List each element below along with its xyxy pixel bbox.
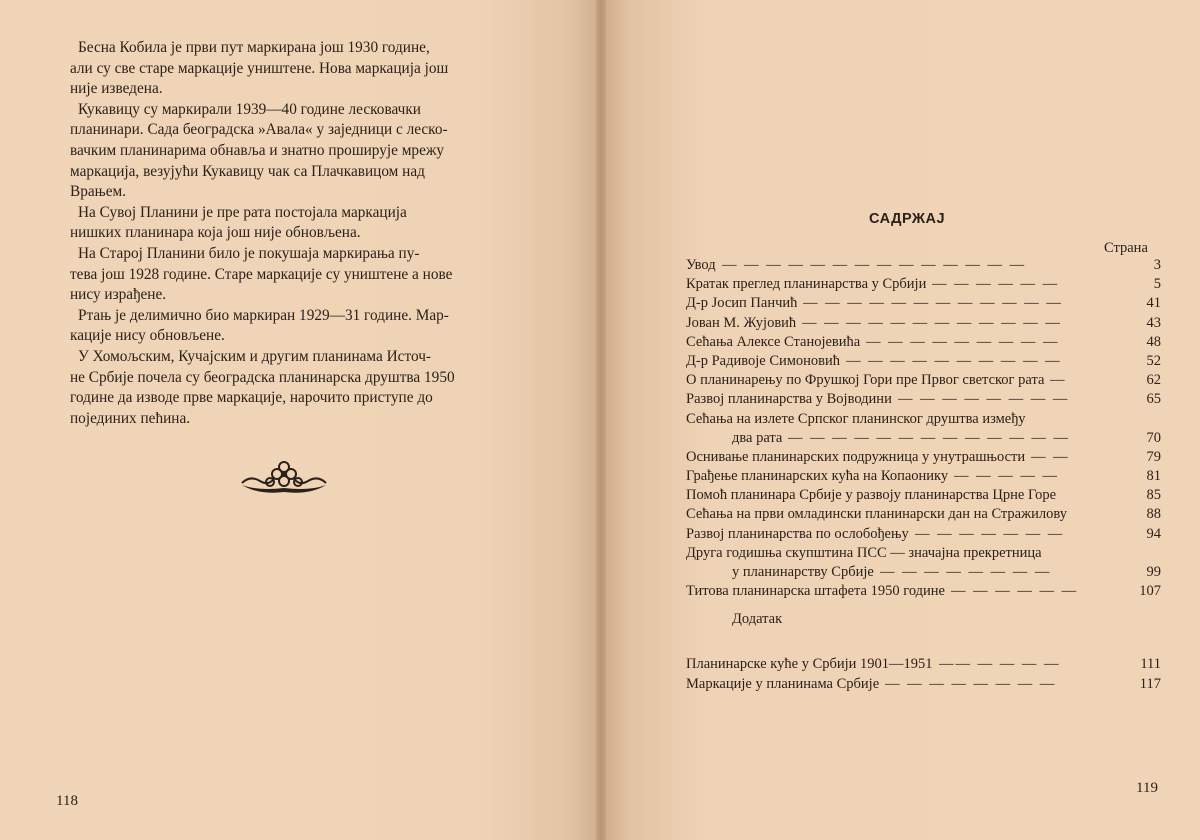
toc-entry-title: Сећања Алексе Станојевића — [686, 333, 861, 350]
toc-entry-title: Грађење планинарских кућа на Копаонику — [686, 468, 949, 485]
toc-entry — [686, 256, 1161, 275]
toc-leader-dashes: — — — — — — — — — [898, 391, 1070, 408]
toc-leader-dashes: — — — — — — — — — — — — — [803, 295, 1063, 312]
toc-entry — [686, 563, 1161, 582]
body-text-line: Бесна Кобила је први пут маркирана још 1930 године, — [78, 39, 430, 56]
toc-entry-page: 111 — [1140, 656, 1161, 673]
body-text-line: кације нису обновљене. — [70, 327, 225, 345]
toc-entry-page: 99 — [1146, 564, 1161, 580]
toc-entry-page: 79 — [1146, 448, 1161, 465]
toc-entry-title: Сећања на излете Српског планинског друштва између — [686, 410, 1026, 427]
toc-entry-page: 62 — [1146, 372, 1161, 389]
toc-entry — [686, 352, 1161, 371]
toc-entry-page: 70 — [1146, 429, 1161, 446]
toc-leader-dashes: — — — [1031, 448, 1070, 465]
toc-leader-dashes: — — — — — — — — — — — — — [802, 314, 1062, 331]
toc-entry — [686, 390, 1161, 409]
body-text-line: тева још 1928 године. Старе маркације су уништене а нове — [70, 265, 453, 283]
toc-leader-dashes: — — [1050, 372, 1067, 389]
body-text-line: појединих пећина. — [70, 409, 191, 427]
body-text-line: планинари. Сада београдска »Авала« у заједници с леско- — [70, 121, 448, 139]
body-text-line: није изведена. — [70, 80, 163, 98]
body-text-line: У Хомољским, Кучајским и другим планинама Источ- — [78, 347, 431, 365]
toc-entry — [686, 525, 1161, 544]
toc-entry-page: 94 — [1146, 525, 1161, 542]
right-page-number: 119 — [1136, 780, 1158, 796]
toc-appendix-heading: Додатак — [732, 611, 783, 628]
toc-entry — [686, 655, 1161, 674]
decorative-scroll-ornament-icon — [238, 455, 330, 495]
toc-entry-page: 41 — [1146, 295, 1161, 312]
toc-entry-title: Планинарске куће у Србији 1901—1951 — [686, 656, 933, 673]
toc-entry-page: 117 — [1139, 675, 1161, 692]
toc-entry — [686, 429, 1161, 448]
toc-entry-title: Титова планинарска штафета 1950 године — [686, 583, 945, 600]
toc-entry-page: 52 — [1146, 352, 1161, 369]
toc-entry-page: 43 — [1146, 314, 1161, 331]
body-text-line: нишких планинара која још није обновљена. — [70, 224, 361, 242]
toc-entry — [686, 294, 1161, 313]
toc-entry — [686, 410, 1161, 429]
toc-entry — [686, 582, 1161, 601]
toc-spacer — [686, 645, 1161, 655]
body-text-line: не Србије почела су београдска планинарска друштва 1950 — [70, 368, 455, 386]
toc-title: САДРЖАЈ — [869, 211, 946, 227]
body-text-line: На Старој Планини било је покушаја маркирања пу- — [78, 244, 420, 262]
toc-entry — [686, 371, 1161, 390]
toc-entry-title: Развој планинарства у Војводини — [686, 391, 892, 408]
toc-entry-title: Друга годишња скупштина ПСС — значајна прекретница — [686, 544, 1042, 561]
toc-entry — [686, 505, 1161, 524]
toc-leader-dashes: — — — — — — — — [915, 525, 1065, 542]
toc-entry-page: 85 — [1146, 487, 1161, 504]
toc-entry — [686, 314, 1161, 333]
toc-leader-dashes: — — — — — — — [951, 583, 1079, 600]
body-text-line: вачким планинарима обнавља и знатно проширује мрежу — [70, 141, 445, 159]
toc-entry-title: Кратак преглед планинарства у Србији — [686, 276, 927, 293]
body-text-line: нису израђене. — [70, 286, 167, 304]
toc-leader-dashes: — — — — — — — — — [880, 564, 1052, 580]
toc-entry-page: 81 — [1146, 468, 1161, 485]
toc-entry-page: 107 — [1139, 583, 1161, 600]
toc-appendix-heading-row — [686, 601, 1161, 645]
toc-entry-title: Сећања на први омладински планинарски дан на Стражилову — [686, 506, 1067, 523]
body-text-line: али су све старе маркације уништене. Нова маркација још — [70, 59, 449, 77]
toc-entry — [686, 333, 1161, 352]
toc-leader-dashes: — — — — — — [954, 468, 1059, 485]
left-page-number: 118 — [56, 793, 78, 809]
toc-leader-dashes: — — — — — — — — — — [866, 333, 1060, 350]
toc-entry-page: 88 — [1146, 506, 1161, 523]
toc-entry-title: Помоћ планинара Србије у развоју планинарства Црне Горе — [686, 487, 1057, 504]
toc-entry-title: два рата — [732, 429, 783, 446]
toc-entry-title: Д-р Радивоје Симоновић — [686, 352, 841, 369]
toc-leader-dashes: — — — — — — — — — — — [846, 352, 1062, 369]
body-text-line: Врањем. — [70, 183, 126, 201]
toc-entry — [686, 275, 1161, 294]
body-text-line: На Сувој Планини је пре рата постојала маркација — [78, 203, 407, 221]
toc-entry-title: Развој планинарства по ослобођењу — [686, 525, 909, 542]
book-gutter — [596, 0, 606, 840]
toc-entry-title: Маркације у планинама Србије — [686, 675, 880, 692]
toc-entry — [686, 448, 1161, 467]
toc-entry-page: 65 — [1146, 391, 1161, 408]
toc-entry-page: 3 — [1153, 257, 1161, 273]
table-of-contents — [686, 256, 1161, 694]
left-page-body-text — [70, 38, 518, 429]
toc-leader-dashes: —— — — — — — [939, 656, 1061, 673]
toc-entry — [686, 486, 1161, 505]
toc-entry-title: О планинарењу по Фрушкој Гори пре Првог светског рата — [686, 372, 1045, 389]
toc-leader-dashes: — — — — — — — [932, 276, 1060, 293]
toc-entry — [686, 467, 1161, 486]
body-text-line: маркација, везујући Кукавицу чак са Плачкавицом над — [70, 162, 425, 180]
toc-leader-dashes: — — — — — — — — — — — — — — [788, 429, 1070, 446]
body-text-line: године да изводе прве маркације, нарочито приступе до — [70, 389, 433, 407]
toc-entry-title: Јован М. Жујовић — [686, 314, 797, 331]
body-text-line: Кукавицу су маркирали 1939—40 године лесковачки — [78, 100, 421, 118]
toc-leader-dashes: — — — — — — — — — — — — — — — [722, 257, 1027, 273]
toc-entry-page: 48 — [1146, 333, 1161, 350]
toc-entry-title: у планинарству Србије — [732, 564, 874, 580]
toc-entry-page: 5 — [1153, 276, 1161, 293]
toc-leader-dashes: — — — — — — — — — [885, 675, 1057, 692]
toc-entry-title: Оснивање планинарских подружница у унутрашњости — [686, 448, 1026, 465]
toc-entry-title: Д-р Јосип Панчић — [686, 295, 798, 312]
toc-entry-title: Увод — [686, 257, 716, 273]
body-text-line: Ртањ је делимично био маркиран 1929—31 године. Мар- — [78, 306, 449, 324]
toc-page-column-label: Страна — [1104, 240, 1148, 256]
toc-entry — [686, 675, 1161, 694]
toc-entry — [686, 544, 1161, 563]
